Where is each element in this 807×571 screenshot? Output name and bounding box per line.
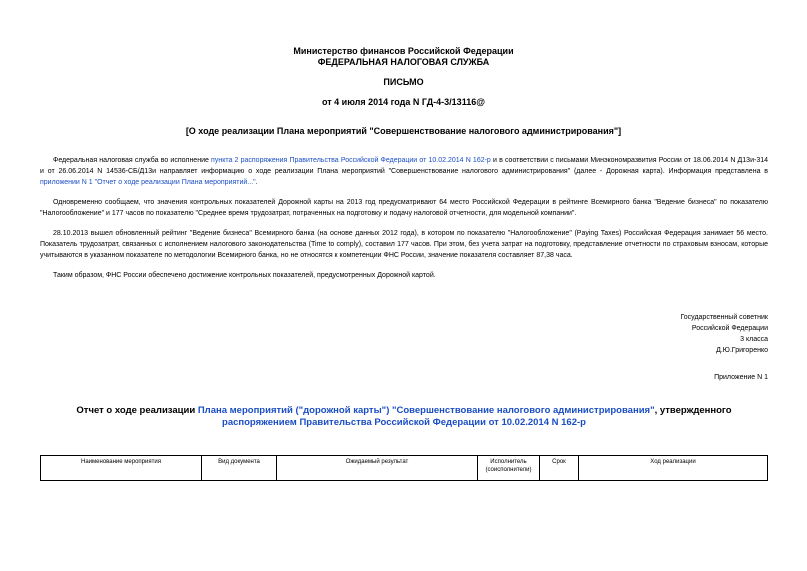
- order-reference-link[interactable]: пункта 2 распоряжения Правительства Российской Федерации от 10.02.2014 N 162-р: [211, 157, 491, 164]
- paragraph-1-text-b: и в соответствии с письмами Минэкономразвития России от 18.06.2014 N Д13и-314 и от 26.06.2014 N 14536-СБ/Д13и направляет информацию о ходе реализации Плана мероприятий "Совершенствование налогового администрирования" (далее - Дорожная карта). Информация представлена в: [40, 157, 768, 175]
- table-header-cell: Ход реализации: [579, 456, 768, 481]
- table-header-row: [41, 456, 768, 481]
- paragraph-3: 28.10.2013 вышел обновленный рейтинг "Ведение бизнеса" Всемирного банка (на основе данных 2012 года), в котором по показателю "Налогообложение" (Paying Taxes) Российская Федерация занимает 56 место. Показатель трудозатрат, связанных с исполнением налогового законодательства (Time to comply), составил 177 часов. При этом, без учета затрат на подготовку, представление отчетности по страховым взносам, которые учитываются в указанном показателе по методологии Всемирного банка, но не относятся к компетенции ФНС России, значение показателя составляет 87,38 часа.: [40, 230, 768, 259]
- report-title-text-a: Отчет о ходе реализации: [76, 405, 198, 416]
- paragraph-1-text-d: .: [255, 179, 258, 186]
- service-name: ФЕДЕРАЛЬНАЯ НАЛОГОВАЯ СЛУЖБА: [317, 57, 490, 67]
- paragraph-1: [40, 155, 768, 188]
- appendix-link[interactable]: приложении N 1: [40, 179, 93, 186]
- document-date-number: от 4 июля 2014 года N ГД-4-3/13116@: [321, 97, 485, 107]
- plan-link[interactable]: Плана мероприятий ("дорожной карты") "Совершенствование налогового администрирования": [197, 405, 655, 416]
- report-title-text-b: , утвержденного: [654, 405, 732, 416]
- signature-country: Российской Федерации: [691, 325, 768, 332]
- document-type: ПИСЬМО: [383, 77, 424, 87]
- signature-class: 3 класса: [740, 336, 768, 343]
- ministry-name: Министерство финансов Российской Федерации: [293, 46, 514, 56]
- table-header-cell: Ожидаемый результат: [277, 456, 478, 481]
- table-header-cell: Вид документа: [202, 456, 277, 481]
- letter-subject: [О ходе реализации Плана мероприятий "Совершенствование налогового администрирования"]: [185, 126, 622, 136]
- paragraph-4: Таким образом, ФНС России обеспечено достижение контрольных показателей, предусмотренных Дорожной картой.: [53, 272, 436, 279]
- report-title: [40, 405, 768, 429]
- order-link[interactable]: распоряжением Правительства Российской Федерации от 10.02.2014 N 162-р: [222, 417, 586, 428]
- paragraph-1-text-a: Федеральная налоговая служба во исполнение: [53, 157, 212, 164]
- signature-name: Д.Ю.Григоренко: [716, 347, 768, 354]
- paragraph-2: Одновременно сообщаем, что значения контрольных показателей Дорожной карты на 2013 год предусматривают 64 место Российской Федерации в рейтинге Всемирного банка "Ведение бизнеса" по показателю "Налогообложение" и 177 часов по показателю "Среднее время трудозатрат, потраченных на подготовку и подачу налоговой отчетности, для модельной компании".: [40, 199, 768, 217]
- report-table: [40, 455, 768, 481]
- table-header-cell: Срок: [540, 456, 579, 481]
- table-header-cell: Исполнитель (соисполнители): [478, 456, 540, 481]
- appendix-label: Приложение N 1: [714, 374, 768, 381]
- signature-block: [568, 312, 768, 356]
- signature-title: Государственный советник: [680, 314, 768, 321]
- report-link[interactable]: "Отчет о ходе реализации Плана мероприятий...": [94, 179, 256, 186]
- table-header-cell: Наименование мероприятия: [41, 456, 202, 481]
